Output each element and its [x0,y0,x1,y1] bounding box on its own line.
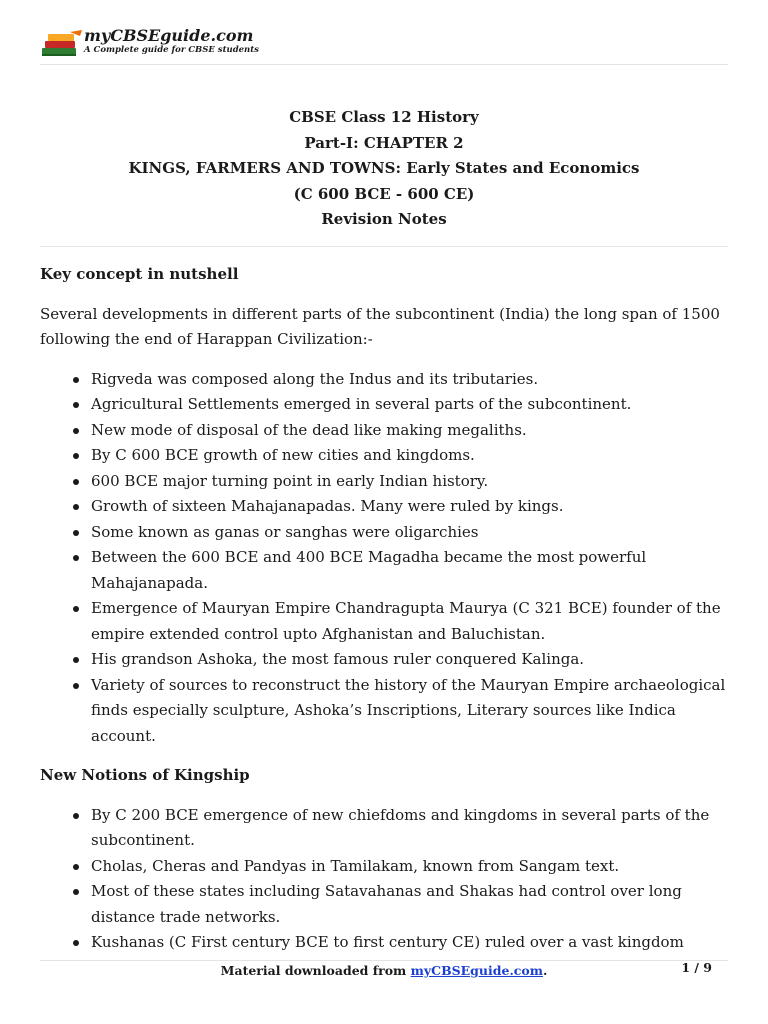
list-item: His grandson Ashoka, the most famous ruler conquered Kalinga. [91,647,730,673]
document-title [40,105,728,233]
list-item: By C 200 BCE emergence of new chiefdoms and kingdoms in several parts of the subcontinent. [91,803,730,854]
page-header [40,22,728,65]
list-item: Growth of sixteen Mahajanapadas. Many were ruled by kings. [91,494,730,520]
logo-name: myCBSEguide.com [84,26,254,45]
list-item: Rigveda was composed along the Indus and its tributaries. [91,367,730,393]
list-item: By C 600 BCE growth of new cities and kingdoms. [91,443,730,469]
kingship-list [40,803,730,956]
key-concept-list [40,367,730,750]
footer-divider [40,960,728,961]
section-heading-kingship: New Notions of Kingship [40,766,250,784]
site-logo[interactable] [40,26,260,62]
page-number: 1 / 9 [681,960,712,975]
title-line-notes: Revision Notes [321,210,447,228]
books-logo-icon [40,30,84,58]
footer-text: Material downloaded from [220,963,411,978]
list-item: Cholas, Cheras and Pandyas in Tamilakam, known from Sangam text. [91,854,730,880]
page-footer [0,963,768,978]
title-divider [40,246,728,247]
intro-paragraph: Several developments in different parts of the subcontinent (India) the long span of 1500 following the end of Harappan Civilization:- [40,304,720,348]
footer-site-link[interactable]: myCBSEguide.com [410,963,543,978]
footer-suffix: . [542,963,548,978]
list-item: Kushanas (C First century BCE to first century CE) ruled over a vast kingdom [91,930,730,956]
document-body [40,262,730,970]
title-line-part: Part-I: CHAPTER 2 [304,133,464,152]
list-item: Agricultural Settlements emerged in several parts of the subcontinent. [91,392,730,418]
logo-tagline: A Complete guide for CBSE students [84,45,259,55]
title-line-class: CBSE Class 12 History [289,108,479,126]
list-item: New mode of disposal of the dead like making megaliths. [91,418,730,444]
list-item: Variety of sources to reconstruct the history of the Mauryan Empire archaeological finds especially sculpture, Ashoka’s Inscriptions, Literary sources like Indica account. [91,673,730,750]
list-item: 600 BCE major turning point in early Indian history. [91,469,730,495]
list-item: Between the 600 BCE and 400 BCE Magadha became the most powerful Mahajanapada. [91,545,730,596]
title-line-chapter: KINGS, FARMERS AND TOWNS: Early States and Economics [128,159,640,177]
title-line-period: (C 600 BCE - 600 CE) [293,184,475,203]
list-item: Emergence of Mauryan Empire Chandragupta Maurya (C 321 BCE) founder of the empire extended control upto Afghanistan and Baluchistan. [91,596,730,647]
list-item: Some known as ganas or sanghas were oligarchies [91,520,730,546]
section-heading-key-concept: Key concept in nutshell [40,265,239,283]
list-item: Most of these states including Satavahanas and Shakas had control over long distance trade networks. [91,879,730,930]
